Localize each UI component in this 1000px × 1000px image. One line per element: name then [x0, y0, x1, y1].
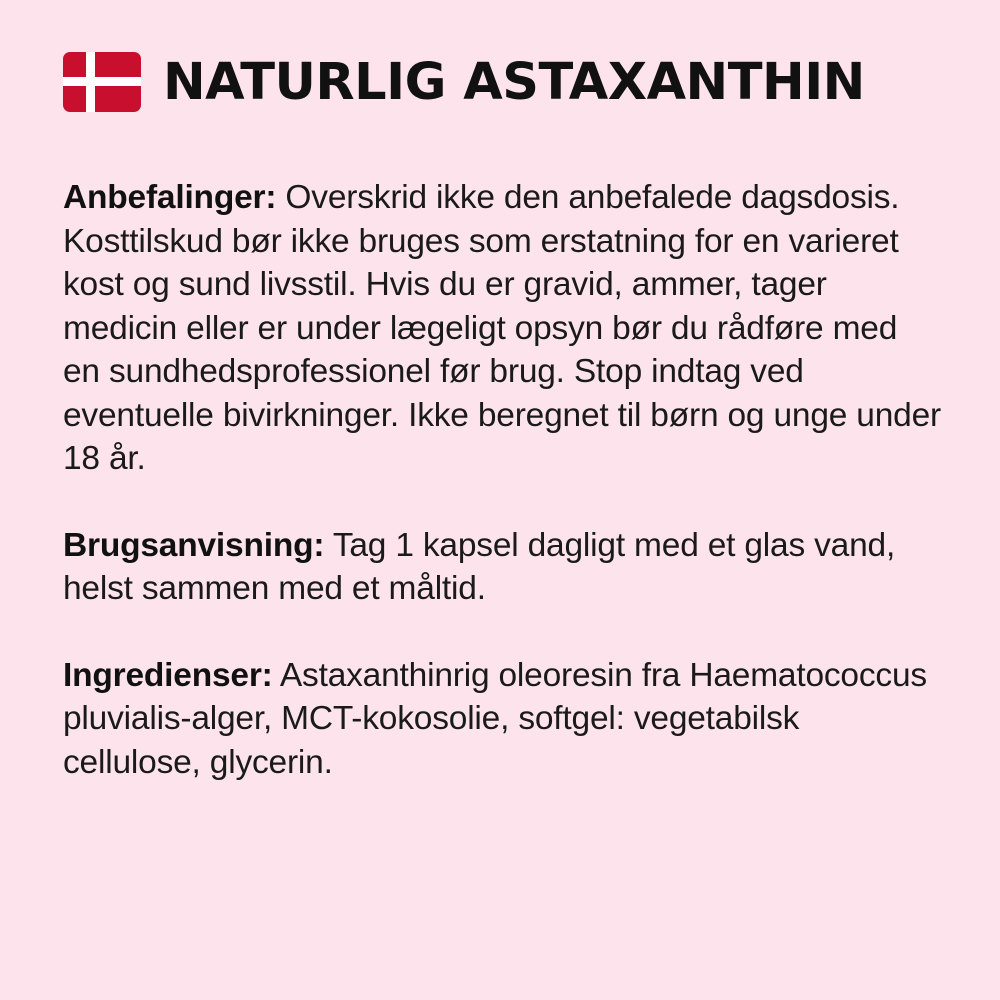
- recommendations-text: Overskrid ikke den anbefalede dagsdosis. Kosttilskud bør ikke bruges som erstatning for en varieret kost og sund livsstil. Hvis du er gravid, ammer, tager medicin eller er under lægeligt opsyn bør du rådføre med en sundhedsprofessionel før brug. Stop indtag ved eventuelle bivirkninger. Ikke beregnet til børn og unge under 18 år.: [63, 179, 941, 477]
- product-info: [63, 176, 943, 827]
- usage-label: Brugsanvisning:: [63, 526, 325, 564]
- ingredients-label: Ingredienser:: [63, 656, 273, 694]
- header: [63, 52, 865, 112]
- ingredients-section: [63, 654, 943, 785]
- ingredients-text: Astaxanthinrig oleoresin fra Haematococcus pluvialis-alger, MCT-kokosolie, softgel: vegetabilsk cellulose, glycerin.: [63, 656, 927, 781]
- recommendations-section: [63, 176, 943, 481]
- page-title: NATURLIG ASTAXANTHIN: [163, 52, 865, 112]
- usage-section: [63, 524, 943, 611]
- usage-text: Tag 1 kapsel dagligt med et glas vand, helst sammen med et måltid.: [63, 526, 896, 607]
- recommendations-label: Anbefalinger:: [63, 179, 277, 216]
- denmark-flag-icon: [63, 52, 141, 112]
